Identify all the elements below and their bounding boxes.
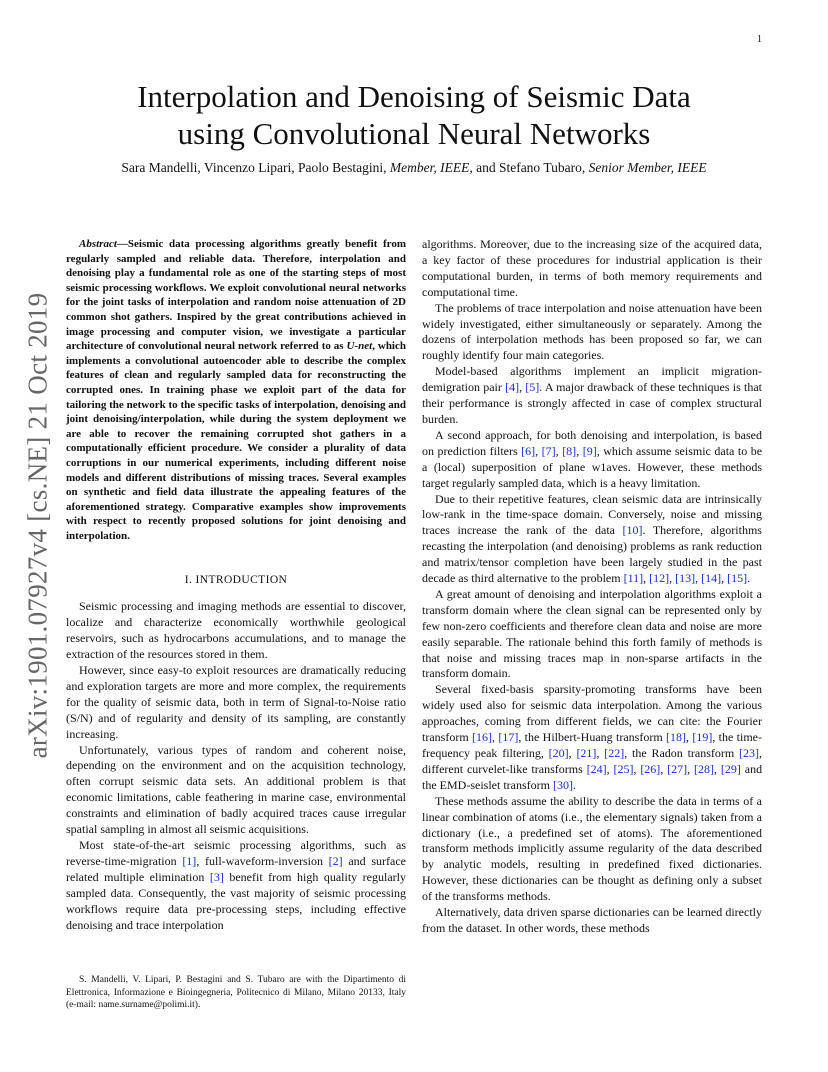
text-run: Several fixed-basis sparsity-promoting transforms have been widely used also for seismic data interpolation. Among the various approaches, coming from different fields, we can cite: the Fourier transform: [422, 682, 762, 745]
citation-link[interactable]: [12]: [649, 571, 670, 586]
abstract-text-1: —Seismic data processing algorithms greatly benefit from regularly sampled and reliable data. Therefore, interpolation and denoising play a fundamental role as one of the starting steps of most seismic processing workflows. We exploit convolutional neural networks for the joint tasks of interpolation and random noise attenuation of 2D common shot gathers. Inspired by the great contributions achieved in image processing and computer vision, we investigate a particular architecture of convolutional neural network referred to as: [66, 238, 406, 353]
right-paragraph-1: The problems of trace interpolation and noise attenuation have been widely investigated, either simultaneously or separately. Among the dozens of interpolation methods has been proposed so far, we can roughly identify four main categories.: [422, 300, 762, 363]
text-run: A second approach, for both denoising and interpolation, is based on prediction filters: [422, 427, 762, 458]
text-run: , the Hilbert-Huang transform: [518, 730, 666, 745]
citation-link[interactable]: [5]: [525, 380, 540, 395]
right-paragraph-8: Alternatively, data driven sparse dictionaries can be learned directly from the dataset. In other words, these methods: [422, 905, 762, 935]
text-run: , full-waveform-inversion: [196, 853, 329, 868]
abstract-unet: U-net: [346, 340, 373, 353]
citation-link[interactable]: [8]: [562, 443, 577, 458]
intro-paragraph-1: Seismic processing and imaging methods are essential to discover, localize and characterize economically worthwhile geological reservoirs, such as hydrocarbons accumulations, and to manage the extraction of the resources stored in them.: [66, 599, 406, 662]
citation-link[interactable]: [13]: [675, 571, 696, 586]
text-run: ,: [695, 571, 702, 586]
intro-paragraph-4: [66, 838, 406, 933]
text-run: . Therefore, algorithms recasting the interpolation (and denoising) problems as rank reduction and matrix/tensor completion have been largely studied in the past decade as third alternative to the problem: [422, 523, 762, 586]
authors-names-2: and Stefano Tubaro,: [472, 160, 589, 175]
text-run: ,: [568, 746, 577, 760]
citation-link[interactable]: [22]: [604, 746, 625, 760]
text-run: ,: [535, 443, 542, 458]
text-run: ,: [519, 380, 526, 395]
citation-link[interactable]: [30]: [552, 777, 573, 792]
authors-membership-1: Member, IEEE,: [389, 160, 473, 175]
citation-link[interactable]: [16]: [472, 730, 492, 745]
text-run: ,: [714, 761, 721, 776]
text-run: Most state-of-the-art seismic processing algorithms, such as reverse-time-migration: [66, 837, 406, 868]
text-run: ,: [633, 761, 641, 776]
citation-link[interactable]: [24]: [586, 761, 607, 776]
citation-link[interactable]: [17]: [498, 730, 519, 745]
text-run: ,: [555, 443, 563, 458]
left-column: [66, 237, 406, 933]
citation-link[interactable]: [10]: [622, 523, 643, 538]
citation-link[interactable]: [27]: [667, 761, 688, 776]
arxiv-stamp: [18, 290, 58, 760]
text-run: , which assume seismic data to be a (local) superposition of plane w1aves. However, these methods target regularly sampled data, which is a heavy limitation.: [422, 443, 763, 490]
text-run: , the time-frequency peak filtering,: [422, 730, 763, 760]
authors: [66, 160, 762, 176]
abstract: [66, 237, 406, 543]
citation-link[interactable]: [29]: [720, 761, 741, 776]
text-run: Model-based algorithms implement an implicit migration-demigration pair: [422, 364, 762, 395]
citation-link[interactable]: [26]: [640, 761, 661, 776]
right-paragraph-7: These methods assume the ability to describe the data in terms of a linear combination of atoms (i.e., the elementary signals) taken from a dictionary (i.e., a predefined set of atoms). The aforementioned transform methods implicitly assume regularity of the data described by analytic models, resulting in predefined fixed dictionaries. However, these dictionaries can be thought as defining only a subset of the transforms methods.: [422, 793, 762, 904]
citation-link[interactable]: [11]: [623, 571, 644, 586]
paper-title: [66, 78, 762, 152]
citation-link[interactable]: [1]: [182, 853, 197, 868]
intro-paragraph-3: Unfortunately, various types of random and coherent noise, depending on the environment and on the acquisition technology, often corrupt seismic data sets. An additional problem is that economic limitations, cable feathering in marine case, environmental constraints and elimination of badly acquired traces cause irregular spatial sampling in almost all seismic acquisitions.: [66, 742, 406, 837]
text-run: ,: [687, 761, 695, 776]
citation-link[interactable]: [14]: [701, 571, 722, 586]
text-run: .: [572, 777, 576, 792]
text-run: Due to their repetitive features, clean seismic data are intrinsically low-rank in the time-space domain. Conversely, noise and missing traces increase the rank of the data: [422, 491, 762, 538]
text-run: ,: [643, 571, 650, 586]
page-number: 1: [757, 34, 762, 45]
citation-link[interactable]: [25]: [613, 761, 634, 776]
intro-paragraph-2: However, since easy-to exploit resources are dramatically reducing and exploration targets are more and more complex, the requirements for the quality of seismic data, both in term of Signal-to-Noise ratio (S/N) and of regularity and density of its sampling, are constantly increasing.: [66, 663, 406, 741]
citation-link[interactable]: [7]: [541, 443, 556, 458]
text-run: , the Radon transform: [624, 746, 740, 760]
citation-link[interactable]: [19]: [692, 730, 713, 745]
text-run: ,: [576, 443, 583, 458]
title-line-1: Interpolation and Denoising of Seismic Data: [137, 79, 691, 114]
citation-link[interactable]: [6]: [521, 443, 536, 458]
citation-link[interactable]: [2]: [328, 853, 343, 868]
footnote: S. Mandelli, V. Lipari, P. Bestagini and S. Tubaro are with the Dipartimento di Elettronica, Informazione e Bioingegneria, Politecnico di Milano, Milano 20133, Italy (e-mail: name.surname@polimi.it).: [66, 975, 406, 1010]
citation-link[interactable]: [21]: [576, 746, 597, 760]
abstract-text-2: , which implements a convolutional autoencoder able to describe the complex features of clean and regularly sampled data for reconstructing the corrupted ones. In training phase we exploit part of the data for tailoring the network to the specific tasks of interpolation, denoising and joint denoising/interpolation, while during the system deployment we are able to recover the remaining corrupted shot gathers in a computationally efficient procedure. We consider a plurality of data corruptions in our numerical experiments, including different noise models and different distributions of missing traces. Several examples on synthetic and field data illustrate the appealing features of the aforementioned strategy. Comparative examples show improvements with respect to recently proposed solutions for joint denoising and interpolation.: [66, 340, 406, 542]
text-run: .: [747, 571, 751, 586]
text-run: . A major drawback of these techniques is that their performance is strongly affected in case of complex structural burden.: [422, 380, 762, 426]
right-paragraph-5: A great amount of denoising and interpolation algorithms exploit a transform domain where the clean signal can be represented only by few non-zero coefficients and therefore clean data and noise are more easily separable. The rationale behind this forth family of methods is that noise and missing traces map in non-sparse artifacts in the transform domain.: [422, 586, 762, 681]
text-run: , different curvelet-like transforms: [422, 746, 763, 776]
text-run: ,: [669, 571, 676, 586]
right-paragraph-2: [422, 364, 762, 428]
citation-link[interactable]: [23]: [739, 746, 760, 760]
section-heading: I. INTRODUCTION: [184, 574, 288, 587]
title-line-2: using Convolutional Neural Networks: [177, 116, 651, 151]
citation-link[interactable]: [18]: [666, 730, 686, 745]
citation-link[interactable]: [15]: [727, 571, 748, 586]
citation-link[interactable]: [3]: [209, 869, 224, 884]
abstract-label: Abstract: [79, 238, 117, 250]
citation-link[interactable]: [9]: [582, 443, 597, 458]
text-run: benefit from high quality regularly sampled data. Consequently, the vast majority of seismic processing workflows require data pre-processing steps, including effective denoising and trace interpolation: [66, 869, 406, 932]
text-run: and the EMD-seislet transform: [422, 761, 763, 792]
text-run: ,: [606, 761, 614, 776]
arxiv-stamp-text: arXiv:1901.07927v4 [cs.NE] 21 Oct 2019: [22, 292, 53, 758]
authors-names-1: Sara Mandelli, Vincenzo Lipari, Paolo Bestagini,: [121, 160, 390, 175]
text-run: ,: [721, 571, 728, 586]
citation-link[interactable]: [4]: [505, 380, 520, 395]
text-run: ,: [686, 730, 693, 745]
citation-link[interactable]: [28]: [694, 761, 715, 776]
text-run: ,: [492, 730, 499, 745]
right-paragraph-3: [422, 428, 762, 492]
right-column: [422, 237, 762, 937]
text-run: and surface related multiple elimination: [66, 853, 406, 884]
citation-link[interactable]: [20]: [548, 746, 569, 760]
right-paragraph-4: [422, 492, 762, 587]
right-paragraph-0: algorithms. Moreover, due to the increasing size of the acquired data, a key factor of these procedures for industrial application is their computational burden, in terms of both memory requirements and computational time.: [422, 237, 762, 299]
text-run: ,: [596, 746, 605, 760]
text-run: ,: [660, 761, 668, 776]
right-paragraph-6: [422, 682, 762, 793]
authors-membership-2: Senior Member, IEEE: [588, 160, 707, 175]
